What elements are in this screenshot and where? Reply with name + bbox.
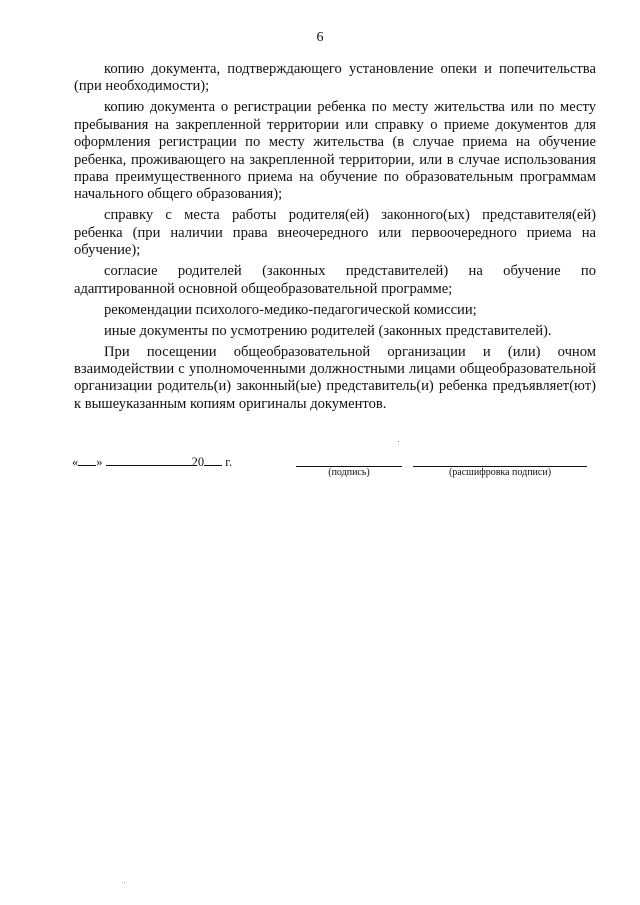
date-field[interactable] (72, 453, 232, 470)
scan-speck (124, 882, 125, 883)
paragraph-employment-certificate: справку с места работы родителя(ей) законного(ых) представителя(ей) ребенка (при наличии права внеочередного или первоочередного приема на обучение); (74, 207, 596, 259)
document-body (74, 61, 596, 417)
paragraph-other-documents: иные документы по усмотрению родителей (законных представителей). (104, 322, 552, 339)
paragraph-adapted-program-consent: согласие родителей (законных представителей) на обучение по адаптированной основной общеобразовательной программе; (74, 263, 596, 297)
scan-speck (398, 441, 399, 442)
day-blank[interactable] (78, 453, 96, 466)
paragraph-registration-copy: копию документа о регистрации ребенка по месту жительства или по месту пребывания на закрепленной территории или справку о приеме документов для оформления регистрации по месту жительства (в случае приема на обучение ребенка, проживающего на закрепленной территории, или в случае использования права преимущественного приема на обучение по образовательным программам начального общего образования); (74, 99, 596, 203)
paragraph-guardianship-copy: копию документа, подтверждающего установление опеки и попечительства (при необходимости); (74, 61, 596, 95)
decoding-label: (расшифровка подписи) (448, 467, 552, 478)
month-blank[interactable] (106, 453, 192, 466)
quote-close: » (96, 455, 103, 469)
signature-label: (подпись) (328, 467, 370, 478)
paragraph-originals-presentation: При посещении общеобразовательной организации и (или) очном взаимодействии с уполномоченными должностными лицами общеобразовательной организации родитель(и) законный(ые) представитель(и) ребенка предъявляет(ют) к вышеуказанным копиям оригиналы документов. (74, 343, 596, 412)
year-blank[interactable] (204, 453, 222, 466)
signature-block (72, 453, 597, 483)
page-number: 6 (316, 30, 324, 45)
quote-open: « (72, 455, 79, 469)
paragraph-pmpk-recommendations: рекомендации психолого-медико-педагогической комиссии; (104, 301, 477, 318)
year-suffix: г. (225, 455, 233, 469)
year-prefix: 20 (191, 455, 205, 469)
